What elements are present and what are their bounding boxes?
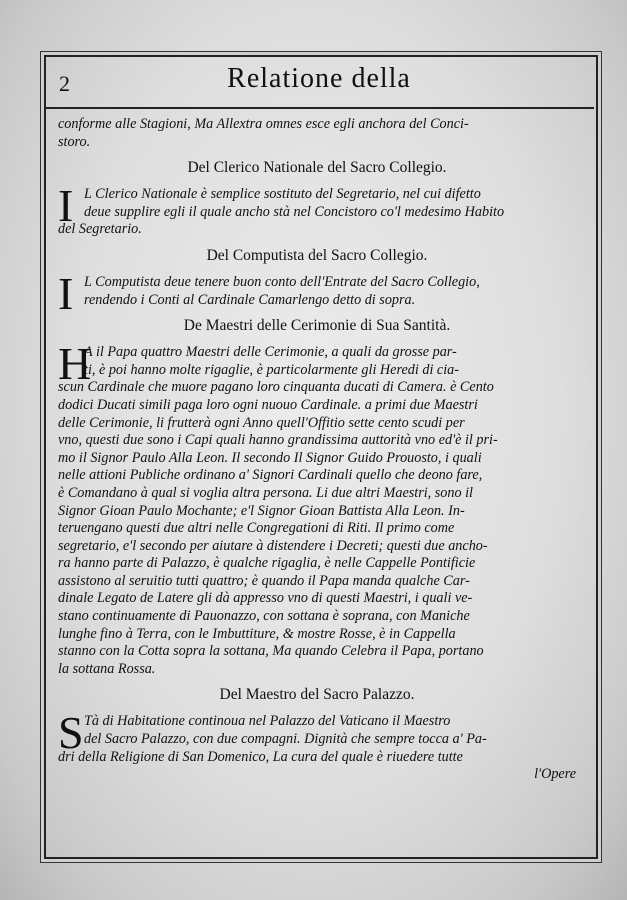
text-line: stanno con la Cotta sopra la sottana, Ma quando Celebra il Papa, portano xyxy=(58,643,484,660)
text-line: dri della Religione di San Domenico, La cura del quale è riuedere tutte xyxy=(58,748,463,765)
text-line: ra hanno parte di Palazzo, è qualche rigaglia, è nelle Cappelle Pontificie xyxy=(58,555,476,572)
section-heading: De Maestri delle Cerimonie di Sua Santità. xyxy=(183,317,451,335)
text-line: conforme alle Stagioni, Ma Allextra omnes esce egli anchora del Conci- xyxy=(58,116,469,132)
text-line: delle Cerimonie, li frutterà ogni Anno quell'Offitio sette cento scudi per xyxy=(58,414,465,431)
catchword: l'Opere xyxy=(534,766,576,783)
text-line: è Comandano à qual si voglia altra persona. Li due altri Maestri, sono il xyxy=(58,484,473,501)
paragraph-maestri xyxy=(58,338,576,678)
text-line: segretario, e'l secondo per aiutare à distendere i Decreti; questi due ancho- xyxy=(58,537,488,554)
text-line: ti, è poi hanno molte rigaglie, è particolarmente gli Heredi di cia- xyxy=(84,361,459,378)
paragraph-clerico xyxy=(58,180,576,239)
text-line: L Computista deue tenere buon conto dell'Entrate del Sacro Collegio, xyxy=(84,273,480,290)
page-number: 2 xyxy=(59,71,70,96)
drop-cap: S xyxy=(58,707,84,759)
text-line: la sottana Rossa. xyxy=(58,660,156,677)
text-line: lunghe fino à Terra, con le Imbuttiture, & mostre Rosse, è in Cappella xyxy=(58,625,456,642)
drop-cap: H xyxy=(58,338,92,390)
text-line: nelle attioni Publiche ordinano a' Signori Cardinali quello che deono fare, xyxy=(58,467,483,484)
text-line: assistono al seruitio tutti quattro; è quando il Papa manda qualche Car- xyxy=(58,572,470,589)
section-heading: Del Computista del Sacro Collegio. xyxy=(206,246,428,264)
text-line: storo. xyxy=(58,133,91,150)
drop-cap: I xyxy=(58,267,74,319)
continuation-paragraph xyxy=(58,116,576,151)
text-line: dodici Ducati simili paga loro ogni nuouo Cardinale. a primi due Maestri xyxy=(58,396,478,413)
drop-cap: I xyxy=(58,180,74,232)
text-line: Tà di Habitatione continoua nel Palazzo del Vaticano il Maestro xyxy=(84,713,451,730)
text-line: deue supplire egli il quale ancho stà nel Concistoro co'l medesimo Habito xyxy=(84,203,505,220)
text-line: teruengano questi due altri nelle Congregationi di Riti. Il primo come xyxy=(58,520,455,537)
text-line: stano continuamente di Pauonazzo, con sottana è soprana, con Maniche xyxy=(58,608,470,625)
text-line: dinale Legato de Latere gli dà appresso vno di questi Maestri, i quali ve- xyxy=(58,590,473,607)
text-line: del Segretario. xyxy=(58,221,142,238)
text-body xyxy=(58,116,576,784)
text-line: Signor Gioan Paulo Mochante; e'l Signor Gioan Battista Alla Leon. In- xyxy=(58,502,465,519)
text-line: A il Papa quattro Maestri delle Cerimonie, a quali da grosse par- xyxy=(84,344,457,361)
page-header xyxy=(44,55,594,109)
paragraph-maestro-palazzo xyxy=(58,707,576,766)
text-line: vno, questi due sono i Capi quali hanno grandissima auttorità vno ed'è il pri- xyxy=(58,432,498,449)
text-line: del Sacro Palazzo, con due compagni. Dignità che sempre tocca a' Pa- xyxy=(84,731,487,748)
running-title: Relatione della xyxy=(227,63,411,94)
section-heading: Del Maestro del Sacro Palazzo. xyxy=(219,686,415,704)
text-line: L Clerico Nationale è semplice sostituto del Segretario, nel cui difetto xyxy=(84,186,481,203)
text-line: rendendo i Conti al Cardinale Camarlengo detto di sopra. xyxy=(84,291,416,308)
paragraph-computista xyxy=(58,267,576,319)
text-line: mo il Signor Paulo Alla Leon. Il secondo Il Signor Guido Prouosto, i quali xyxy=(58,449,482,466)
text-line: scun Cardinale che muore pagano loro cinquanta ducati di Camera. è Cento xyxy=(58,379,494,396)
section-heading: Del Clerico Nationale del Sacro Collegio. xyxy=(187,159,447,177)
